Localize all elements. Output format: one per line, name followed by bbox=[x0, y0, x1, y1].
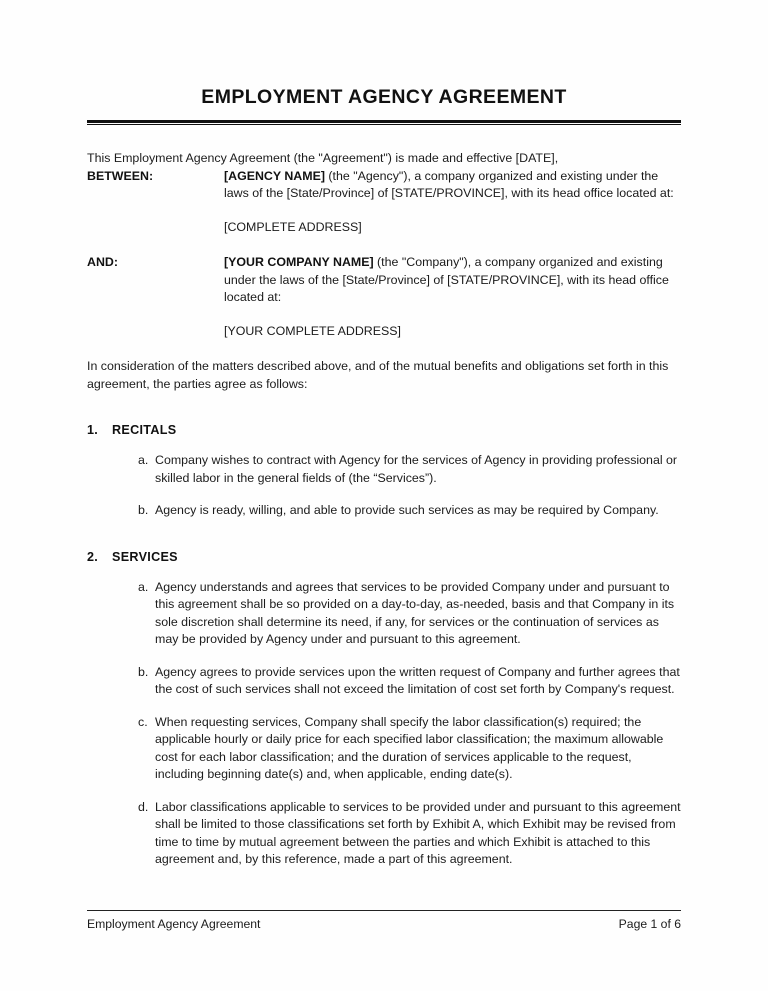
section-item bbox=[87, 502, 681, 520]
page-title: EMPLOYMENT AGENCY AGREEMENT bbox=[201, 86, 567, 108]
section-item bbox=[87, 714, 681, 784]
consideration-paragraph: In consideration of the matters described above, and of the mutual benefits and obligations set forth in this agreement, the parties agree as follows: bbox=[87, 359, 669, 391]
party-description-line bbox=[224, 168, 681, 203]
party-description: (the "Company"), a company organized and existing under the laws of the [State/Province] of [STATE/PROVINCE], with its head office located at: bbox=[224, 255, 669, 304]
party-name: [AGENCY NAME] bbox=[224, 168, 325, 183]
party-details bbox=[224, 168, 681, 237]
section-title: SERVICES bbox=[112, 549, 178, 564]
party-row bbox=[87, 168, 681, 237]
item-marker: b. bbox=[138, 503, 149, 517]
section-item bbox=[87, 579, 681, 649]
item-marker: d. bbox=[138, 799, 149, 814]
footer-document-name: Employment Agency Agreement bbox=[87, 917, 261, 931]
section-title: RECITALS bbox=[112, 423, 177, 437]
footer-page-number: Page 1 of 6 bbox=[618, 917, 681, 931]
document-section bbox=[87, 423, 681, 520]
party-label: AND: bbox=[87, 255, 118, 269]
party-address: [YOUR COMPLETE ADDRESS] bbox=[224, 323, 401, 338]
item-text: Agency understands and agrees that services to be provided Company under and pursuant to this agreement shall be so provided on a day-to-day, as-needed, basis and that Company in its sole discretion shall determine its need, if any, for services or the continuation of services as may be provided by Agency under and pursuant to this agreement. bbox=[155, 579, 675, 646]
section-heading bbox=[87, 423, 681, 437]
parties-block bbox=[87, 168, 681, 341]
footer-divider bbox=[87, 910, 681, 911]
party-row bbox=[87, 254, 681, 340]
section-number: 2. bbox=[87, 549, 99, 564]
section-heading bbox=[87, 550, 681, 564]
item-marker: b. bbox=[138, 664, 149, 679]
item-marker: c. bbox=[138, 714, 148, 729]
item-marker: a. bbox=[138, 453, 149, 467]
section-item bbox=[87, 799, 681, 869]
item-text: Labor classifications applicable to services to be provided under and pursuant to this agreement shall be limited to those classifications set forth by Exhibit A, which Exhibit may be revised from time to time by mutual agreement between the parties and which Exhibit is attached to this agreement and, by this reference, made a part of this agreement. bbox=[155, 799, 681, 866]
item-text: Company wishes to contract with Agency for the services of Agency in providing professional or skilled labor in the general fields of (the “Services”). bbox=[155, 453, 678, 485]
party-description: (the "Agency"), a company organized and existing under the laws of the [State/Province] of [STATE/PROVINCE], with its head office located at: bbox=[224, 168, 674, 200]
document-section bbox=[87, 550, 681, 869]
item-text: When requesting services, Company shall specify the labor classification(s) required; the applicable hourly or daily price for each specified labor classification; the maximum allowable cost for each labor classification; and the duration of services applicable to the request, including beginning date(s) and, when applicable, ending date(s). bbox=[155, 714, 664, 781]
section-number: 1. bbox=[87, 423, 99, 437]
party-address: [COMPLETE ADDRESS] bbox=[224, 219, 362, 234]
sections-block bbox=[87, 423, 681, 869]
party-details bbox=[224, 254, 681, 340]
item-text: Agency agrees to provide services upon the written request of Company and further agrees that the cost of such services shall not exceed the limitation of cost set forth by Company's request. bbox=[155, 664, 680, 696]
document-body bbox=[87, 150, 681, 869]
item-text: Agency is ready, willing, and able to provide such services as may be required by Company. bbox=[155, 503, 659, 517]
party-description-line bbox=[224, 254, 681, 307]
header-divider bbox=[87, 120, 681, 125]
section-item bbox=[87, 664, 681, 699]
party-label: BETWEEN: bbox=[87, 168, 154, 183]
intro-paragraph: This Employment Agency Agreement (the "Agreement") is made and effective [DATE], bbox=[87, 151, 559, 165]
item-marker: a. bbox=[138, 579, 149, 594]
page-footer bbox=[87, 917, 681, 931]
section-item bbox=[87, 452, 681, 487]
party-name: [YOUR COMPANY NAME] bbox=[224, 255, 374, 269]
